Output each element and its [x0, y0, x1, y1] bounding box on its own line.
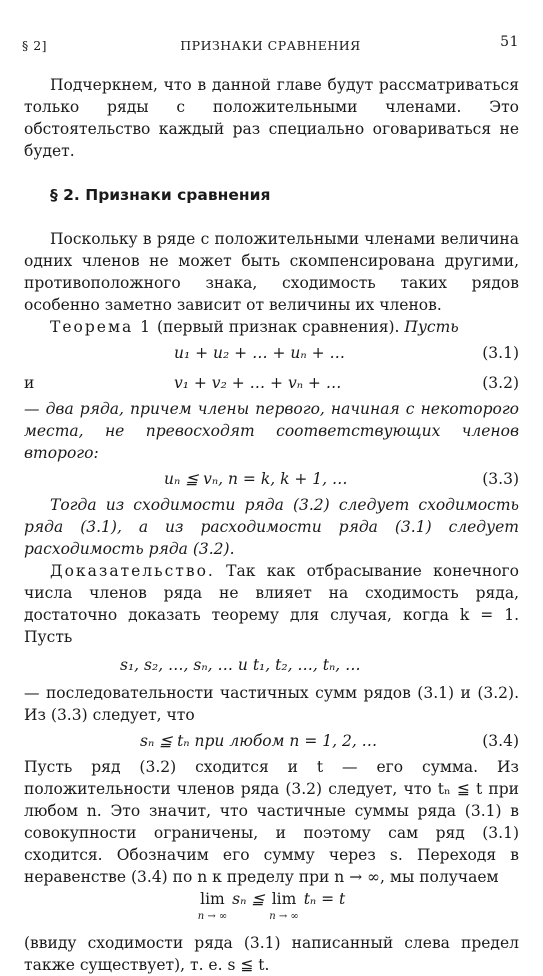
- limit-right-expr: tₙ = t: [303, 890, 346, 908]
- limit-right: [269, 888, 299, 922]
- equation-3-1: [24, 338, 519, 368]
- lim-sub-left: n → ∞: [197, 911, 228, 922]
- paragraph-2: — два ряда, причем члены первого, начиная с некоторого места, не превосходят соответствующих членов второго:: [24, 400, 519, 462]
- page-number: 51: [500, 34, 519, 50]
- equation-3-3: [24, 464, 519, 494]
- header-title: ПРИЗНАКИ СРАВНЕНИЯ: [180, 38, 361, 53]
- equation-3-1-formula: u₁ + u₂ + … + uₙ + …: [174, 344, 346, 362]
- equation-3-2-formula: v₁ + v₂ + … + vₙ + …: [174, 374, 342, 392]
- equation-3-4-formula: sₙ ≦ tₙ при любом n = 1, 2, …: [140, 732, 378, 750]
- equation-sequences-formula: s₁, s₂, …, sₙ, … и t₁, t₂, …, tₙ, …: [120, 656, 361, 674]
- equation-3-4-number: (3.4): [482, 732, 519, 750]
- theorem-statement: [24, 316, 519, 338]
- equation-3-2-number: (3.2): [482, 374, 519, 392]
- equation-sequences: [24, 648, 519, 682]
- limit-left-expr: sₙ ≦: [232, 890, 265, 908]
- paragraph-6: (ввиду сходимости ряда (3.1) написанный слева предел также существует), т. е. s ≦ t.: [24, 934, 519, 974]
- proof-paragraph: [24, 560, 519, 648]
- theorem-start: Пусть: [404, 318, 459, 336]
- lim-sub-right: n → ∞: [269, 911, 299, 922]
- paragraph-1: Поскольку в ряде с положительными членами величина одних членов не может быть скомпенсирована другими, противоположного знака, сходимость таких рядов особенно заметно зависит от величины их членов.: [24, 230, 519, 314]
- equation-3-2: [24, 368, 519, 398]
- limit-left: [198, 888, 228, 922]
- paragraph-3: Тогда из сходимости ряда (3.2) следует сходимость ряда (3.1), а из расходимости ряда (3.1) следует расходимость ряда (3.2).: [24, 496, 519, 558]
- header-section: § 2]: [22, 38, 48, 53]
- proof-label: Доказательство.: [50, 562, 215, 580]
- equation-3-1-number: (3.1): [482, 344, 519, 362]
- equation-3-4: [24, 726, 519, 756]
- limit-equation: [24, 888, 519, 932]
- paragraph-5: Пусть ряд (3.2) сходится и t — его сумма. Из положительности членов ряда (3.2) следует, что tₙ ≦ t при любом n. Это значит, что частичные суммы ряда (3.1) в совокупности ограничены, и поэтому сам ряд (3.1) сходится. Обозначим его сумму через s. Переходя в неравенстве (3.4) по n к пределу при n → ∞, мы получаем: [24, 758, 519, 886]
- lim-word-right: lim: [271, 890, 297, 908]
- page-body: [24, 74, 519, 976]
- theorem-name: (первый признак сравнения).: [156, 318, 400, 336]
- section-title: § 2. Признаки сравнения: [50, 186, 271, 204]
- running-header: [22, 34, 519, 54]
- equation-3-3-formula: uₙ ≦ vₙ, n = k, k + 1, …: [164, 470, 348, 488]
- lim-word-left: lim: [200, 890, 225, 908]
- paragraph-4: — последовательности частичных сумм рядов (3.1) и (3.2). Из (3.3) следует, что: [24, 684, 519, 724]
- theorem-label: Теорема 1: [50, 318, 153, 336]
- equation-3-3-number: (3.3): [482, 470, 519, 488]
- conjunction-and: и: [24, 374, 35, 392]
- proof-text: Так как отбрасывание конечного числа членов ряда не влияет на сходимость ряда, достаточно доказать теорему для случая, когда k = 1. Пусть: [24, 562, 519, 646]
- intro-paragraph: Подчеркнем, что в данной главе будут рассматриваться только ряды с положительными членами. Это обстоятельство каждый раз специально оговариваться не будет.: [24, 76, 519, 160]
